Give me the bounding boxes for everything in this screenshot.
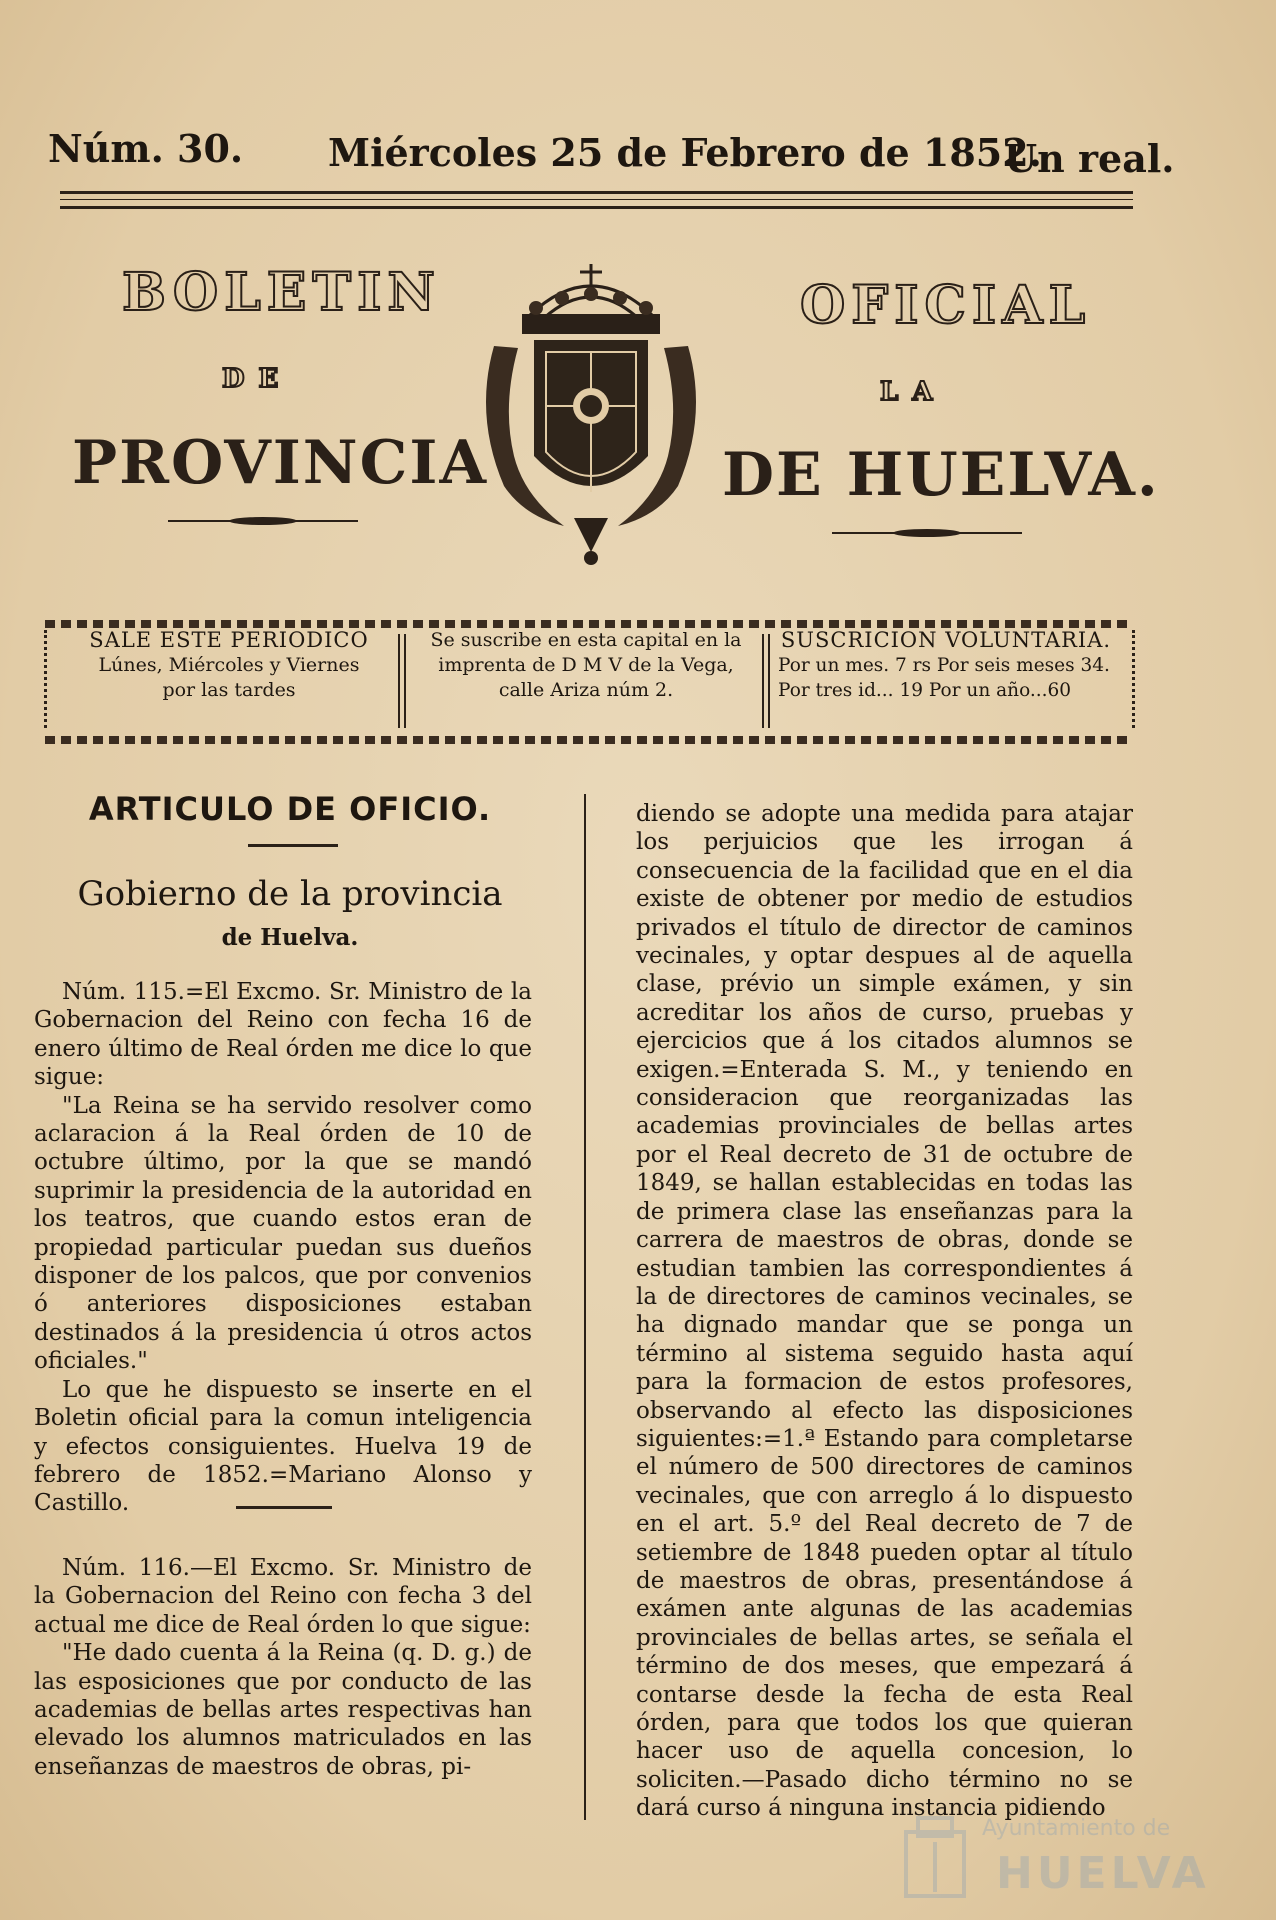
- info-subscription-address: [418, 628, 754, 703]
- info-right-line2: Por un mes. 7 rs Por seis meses 34.: [778, 655, 1110, 676]
- info-left-line3: por las tardes: [162, 679, 296, 701]
- watermark-logo-icon: [900, 1812, 970, 1902]
- info-left-line2: Lúnes, Miércoles y Viernes: [98, 654, 360, 676]
- info-border-top: [45, 620, 1133, 628]
- paragraph-115-quote: "La Reina se ha servido resolver como aclaracion á la Real órden de 10 de octubre último, por la que se mandó suprimir la presidencia de la autoridad en los teatros, que cuando estos eran de propiedad particular puedan sus dueños disponer de los palcos, que por convenios ó anteriores disposiciones estaban destinados á la presidencia ú otros actos oficiales.": [34, 1092, 532, 1375]
- info-border-bottom: [45, 736, 1133, 744]
- title-boletin: BOLETIN: [122, 262, 441, 323]
- info-middle-line1: Se suscribe en esta capital en la: [430, 629, 742, 651]
- info-middle-line3: calle Ariza núm 2.: [498, 679, 674, 701]
- info-right-line1: SUSCRICION VOLUNTARIA.: [780, 628, 1112, 652]
- paragraph-116-quote: "He dado cuenta á la Reina (q. D. g.) de las esposiciones que por conducto de las academias de bellas artes respectivas han elevado los alumnos matriculados en las enseñanzas de maestros de obras, pi-: [34, 1640, 532, 1780]
- article-heading: Gobierno de la provincia: [77, 874, 503, 914]
- title-oficial: OFICIAL: [800, 275, 1092, 336]
- left-column-part1: [34, 978, 532, 1518]
- info-publication-schedule: [70, 628, 388, 703]
- archive-watermark: [900, 1812, 1240, 1902]
- article-separator: [236, 1506, 332, 1509]
- watermark-line2: HUELVA: [996, 1848, 1210, 1899]
- issue-number: Núm. 30.: [48, 126, 244, 171]
- title-de: DE: [222, 364, 293, 394]
- column-divider: [584, 794, 586, 1820]
- issue-date: Miércoles 25 de Febrero de 1852.: [328, 130, 1042, 175]
- info-border-right: [1124, 630, 1135, 728]
- info-left-line1: SALE ESTE PERIODICO: [89, 628, 369, 652]
- paragraph-115-closing: Lo que he dispuesto se inserte en el Boletin oficial para la comun inteligencia y efectos consiguientes. Huelva 19 de febrero de 1852.=Mariano Alonso y Castillo.: [34, 1376, 532, 1517]
- section-heading-rule: [248, 844, 338, 847]
- info-right-line3: Por tres id... 19 Por un año...60: [778, 680, 1072, 701]
- paragraph-115: Núm. 115.=El Excmo. Sr. Ministro de la Gobernacion del Reino con fecha 16 de enero último de Real órden me dice lo que sigue:: [34, 979, 532, 1091]
- title-de-huelva: DE HUELVA.: [722, 440, 1160, 510]
- info-border-left: [44, 630, 55, 728]
- left-column-part2: [34, 1554, 532, 1781]
- paragraph-116: Núm. 116.—El Excmo. Sr. Ministro de la Gobernacion del Reino con fecha 3 del actual me dice de Real órden lo que sigue:: [34, 1555, 532, 1638]
- info-separator-right: [762, 634, 770, 728]
- info-middle-line2: imprenta de D M V de la Vega,: [438, 654, 734, 676]
- masthead-rule-bottom: [60, 206, 1133, 209]
- flourish-left: [168, 516, 358, 526]
- title-provincia: PROVINCIA: [72, 428, 489, 498]
- section-heading: ARTICULO DE OFICIO.: [88, 790, 492, 828]
- coat-of-arms-icon: [474, 256, 708, 568]
- paragraph-116-continued: diendo se adopte una medida para atajar los perjuicios que les irrogan á consecuencia de la facilidad que en el dia existe de obtener por medio de estudios privados el título de director de caminos vecinales, y optar despues al de aquella clase, prévio un simple exámen, y sin acreditar los años de curso, pruebas y ejercicios que á los citados alumnos se exigen.=Enterada S. M., y teniendo en consideracion que reorganizadas las academias provinciales de bellas artes por el Real decreto de 31 de octubre de 1849, se hallan establecidas en todas las de primera clase las enseñanzas para la carrera de maestros de obras, donde se estudian tambien las correspondientes á la de directores de caminos vecinales, se ha dignado mandar que se ponga un término al sistema seguido hasta aquí para la formacion de estos profesores, observando al efecto las disposiciones siguientes:=1.ª Estando para completarse el número de 500 directores de caminos vecinales, que con arreglo á lo dispuesto en el art. 5.º del Real decreto de 7 de setiembre de 1848 pueden optar al título de maestros de obras, presentándose á exámen ante algunas de las academias provinciales de bellas artes, se señala el término de dos meses, que empezará á contarse desde la fecha de esta Real órden, para que todos los que quieran hacer uso de aquella concesion, lo soliciten.—Pasado dicho término no se dará curso á ninguna instancia pidiendo: [636, 801, 1133, 1822]
- watermark-line1: Ayuntamiento de: [982, 1816, 1171, 1841]
- masthead-rule-mid: [60, 199, 1133, 200]
- article-subheading: de Huelva.: [221, 924, 359, 951]
- issue-price: Un real.: [1004, 136, 1175, 181]
- info-subscription-prices: [778, 628, 1114, 703]
- right-column: [636, 800, 1133, 1823]
- flourish-right: [832, 528, 1022, 538]
- title-la: LA: [880, 377, 947, 407]
- info-separator-left: [398, 634, 406, 728]
- masthead-rule-top: [60, 191, 1133, 194]
